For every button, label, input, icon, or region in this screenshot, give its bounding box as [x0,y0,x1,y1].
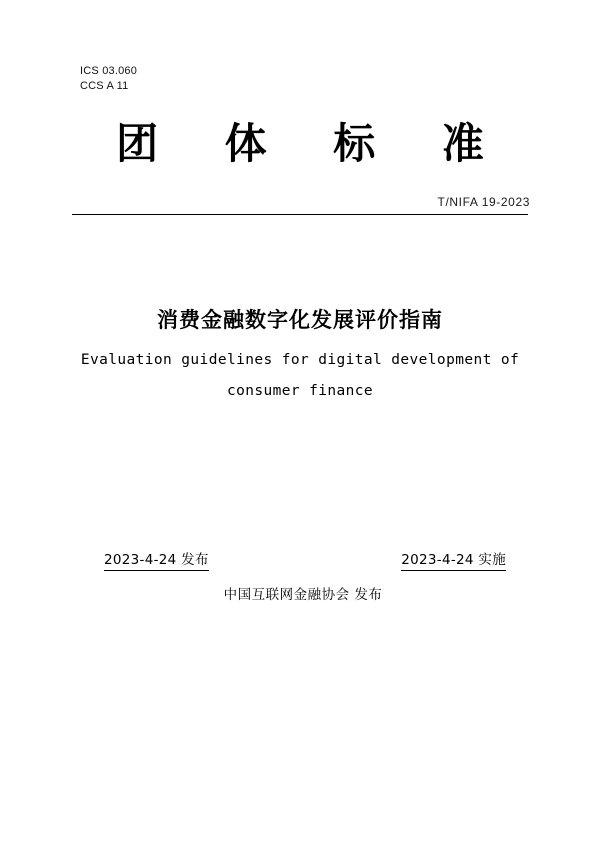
header-divider [72,214,528,215]
issuing-organization: 中国互联网金融协会 发布 [223,587,383,603]
ics-code: ICS 03.060 [80,65,138,77]
dates-row [100,548,506,570]
document-title-english-line-2: consumer finance [226,383,374,399]
document-title-english [50,345,550,407]
publish-date: 2023-4-24 发布 [104,548,209,571]
classification-codes [80,64,137,94]
document-title-english-line-1: Evaluation guidelines for digital development of [80,352,520,368]
implementation-date: 2023-4-24 实施 [401,548,506,571]
document-title-chinese: 消费金融数字化发展评价指南 [157,308,443,332]
standard-type-heading: 团 体 标 准 [116,119,510,168]
standard-number: T/NIFA 19-2023 [437,195,530,209]
ccs-code: CCS A 11 [80,80,129,92]
